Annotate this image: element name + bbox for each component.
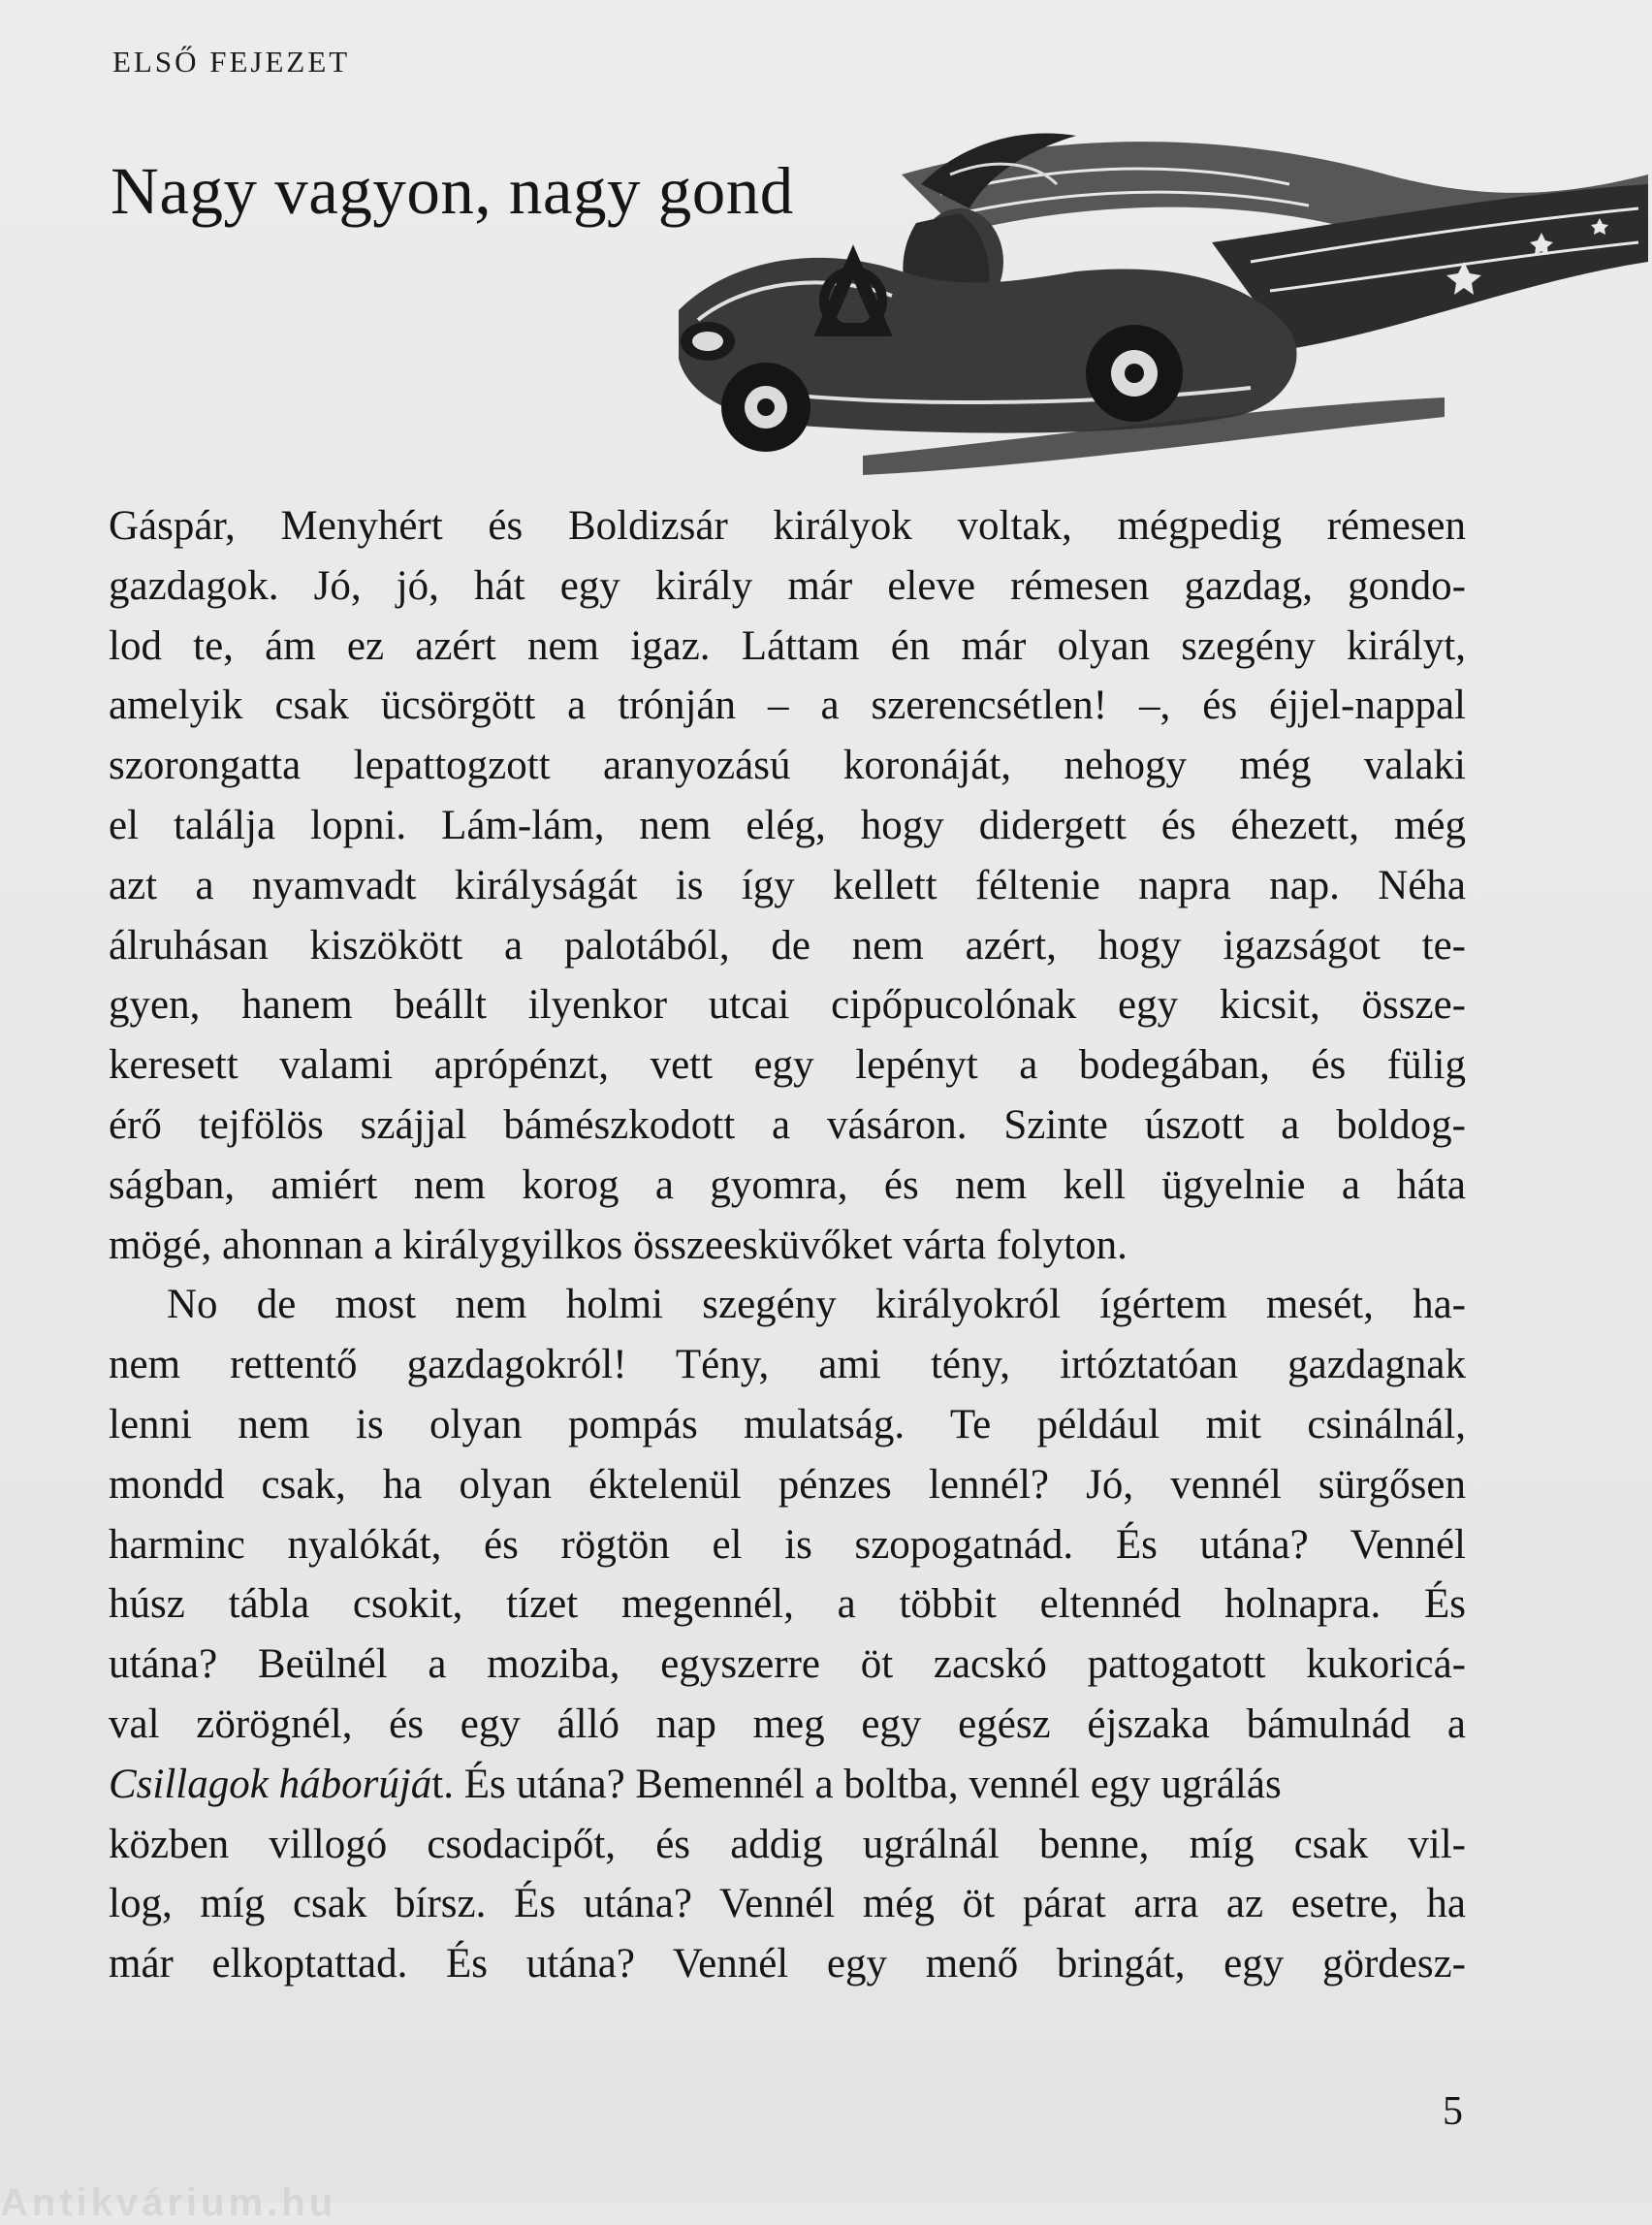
text-line: lenni nem is olyan pompás mulatság. Te például mit csinálnál, [109,1401,1466,1447]
text-line: érő tejfölös szájjal bámészkodott a vásáron. Szinte úszott a boldog- [109,1101,1466,1148]
watermark: Antikvárium.hu [0,2181,337,2224]
text-line: álruhásan kiszökött a palotából, de nem azért, hogy igazságot te- [109,922,1466,969]
text-line: szorongatta lepattogzott aranyozású koronáját, nehogy még valaki [109,743,1466,789]
text-line: utána? Beülnél a moziba, egyszerre öt zacskó pattogatott kukoricá- [109,1641,1466,1688]
text-line-rest: t. És utána? Bemennél a boltba, vennél egy ugrálás [431,1761,1282,1807]
chapter-label: ELSŐ FEJEZET [112,45,351,79]
text-line: Gáspár, Menyhért és Boldizsár királyok voltak, mégpedig rémesen [109,503,1466,549]
text-line: közben villogó csodacipőt, és addig ugrálnál benne, míg csak vil- [109,1821,1466,1867]
text-line: amelyik csak ücsörgött a trónján – a szerencsétlen! –, és éjjel-nappal [109,683,1466,729]
text-line: el találja lopni. Lám-lám, nem elég, hogy didergett és éhezett, még [109,802,1466,848]
page-number: 5 [1443,2089,1463,2134]
text-line: mondd csak, ha olyan éktelenül pénzes lennél? Jó, vennél sürgősen [109,1461,1466,1508]
text-line: harminc nyalókát, és rögtön el is szopogatnád. És utána? Vennél [109,1521,1466,1568]
woodcut-car-illustration-icon [669,116,1652,485]
italic-film-title: Csillagok háborújá [109,1761,432,1807]
text-line: nem rettentő gazdagokról! Tény, ami tény, irtóztatóan gazdagnak [109,1342,1466,1388]
text-line: mögé, ahonnan a királygyilkos összeesküvőket várta folyton. [109,1222,1128,1268]
text-line: húsz tábla csokit, tízet megennél, a többit eltennéd holnapra. És [109,1581,1466,1628]
chapter-body-text [109,496,1466,1994]
text-line: gyen, hanem beállt ilyenkor utcai cipőpucolónak egy kicsit, össze- [109,982,1466,1029]
text-line: lod te, ám ez azért nem igaz. Láttam én már olyan szegény királyt, [109,622,1466,669]
text-line: No de most nem holmi szegény királyokról ígértem mesét, ha- [167,1282,1466,1328]
text-line: gazdagok. Jó, jó, hát egy király már eleve rémesen gazdag, gondo- [109,562,1466,609]
text-line: azt a nyamvadt királyságát is így kellett féltenie napra nap. Néha [109,862,1466,908]
text-line [109,1755,1466,1815]
text-line: ságban, amiért nem korog a gyomra, és nem kell ügyelnie a háta [109,1161,1466,1208]
chapter-title: Nagy vagyon, nagy gond [111,154,794,228]
text-line: már elkoptattad. És utána? Vennél egy menő bringát, egy gördesz- [109,1941,1466,1987]
text-line: log, míg csak bírsz. És utána? Vennél még öt párat arra az esetre, ha [109,1881,1466,1927]
text-line: val zörögnél, és egy álló nap meg egy egész éjszaka bámulnád a [109,1701,1466,1747]
text-line: keresett valami aprópénzt, vett egy lepényt a bodegában, és fülig [109,1042,1466,1089]
